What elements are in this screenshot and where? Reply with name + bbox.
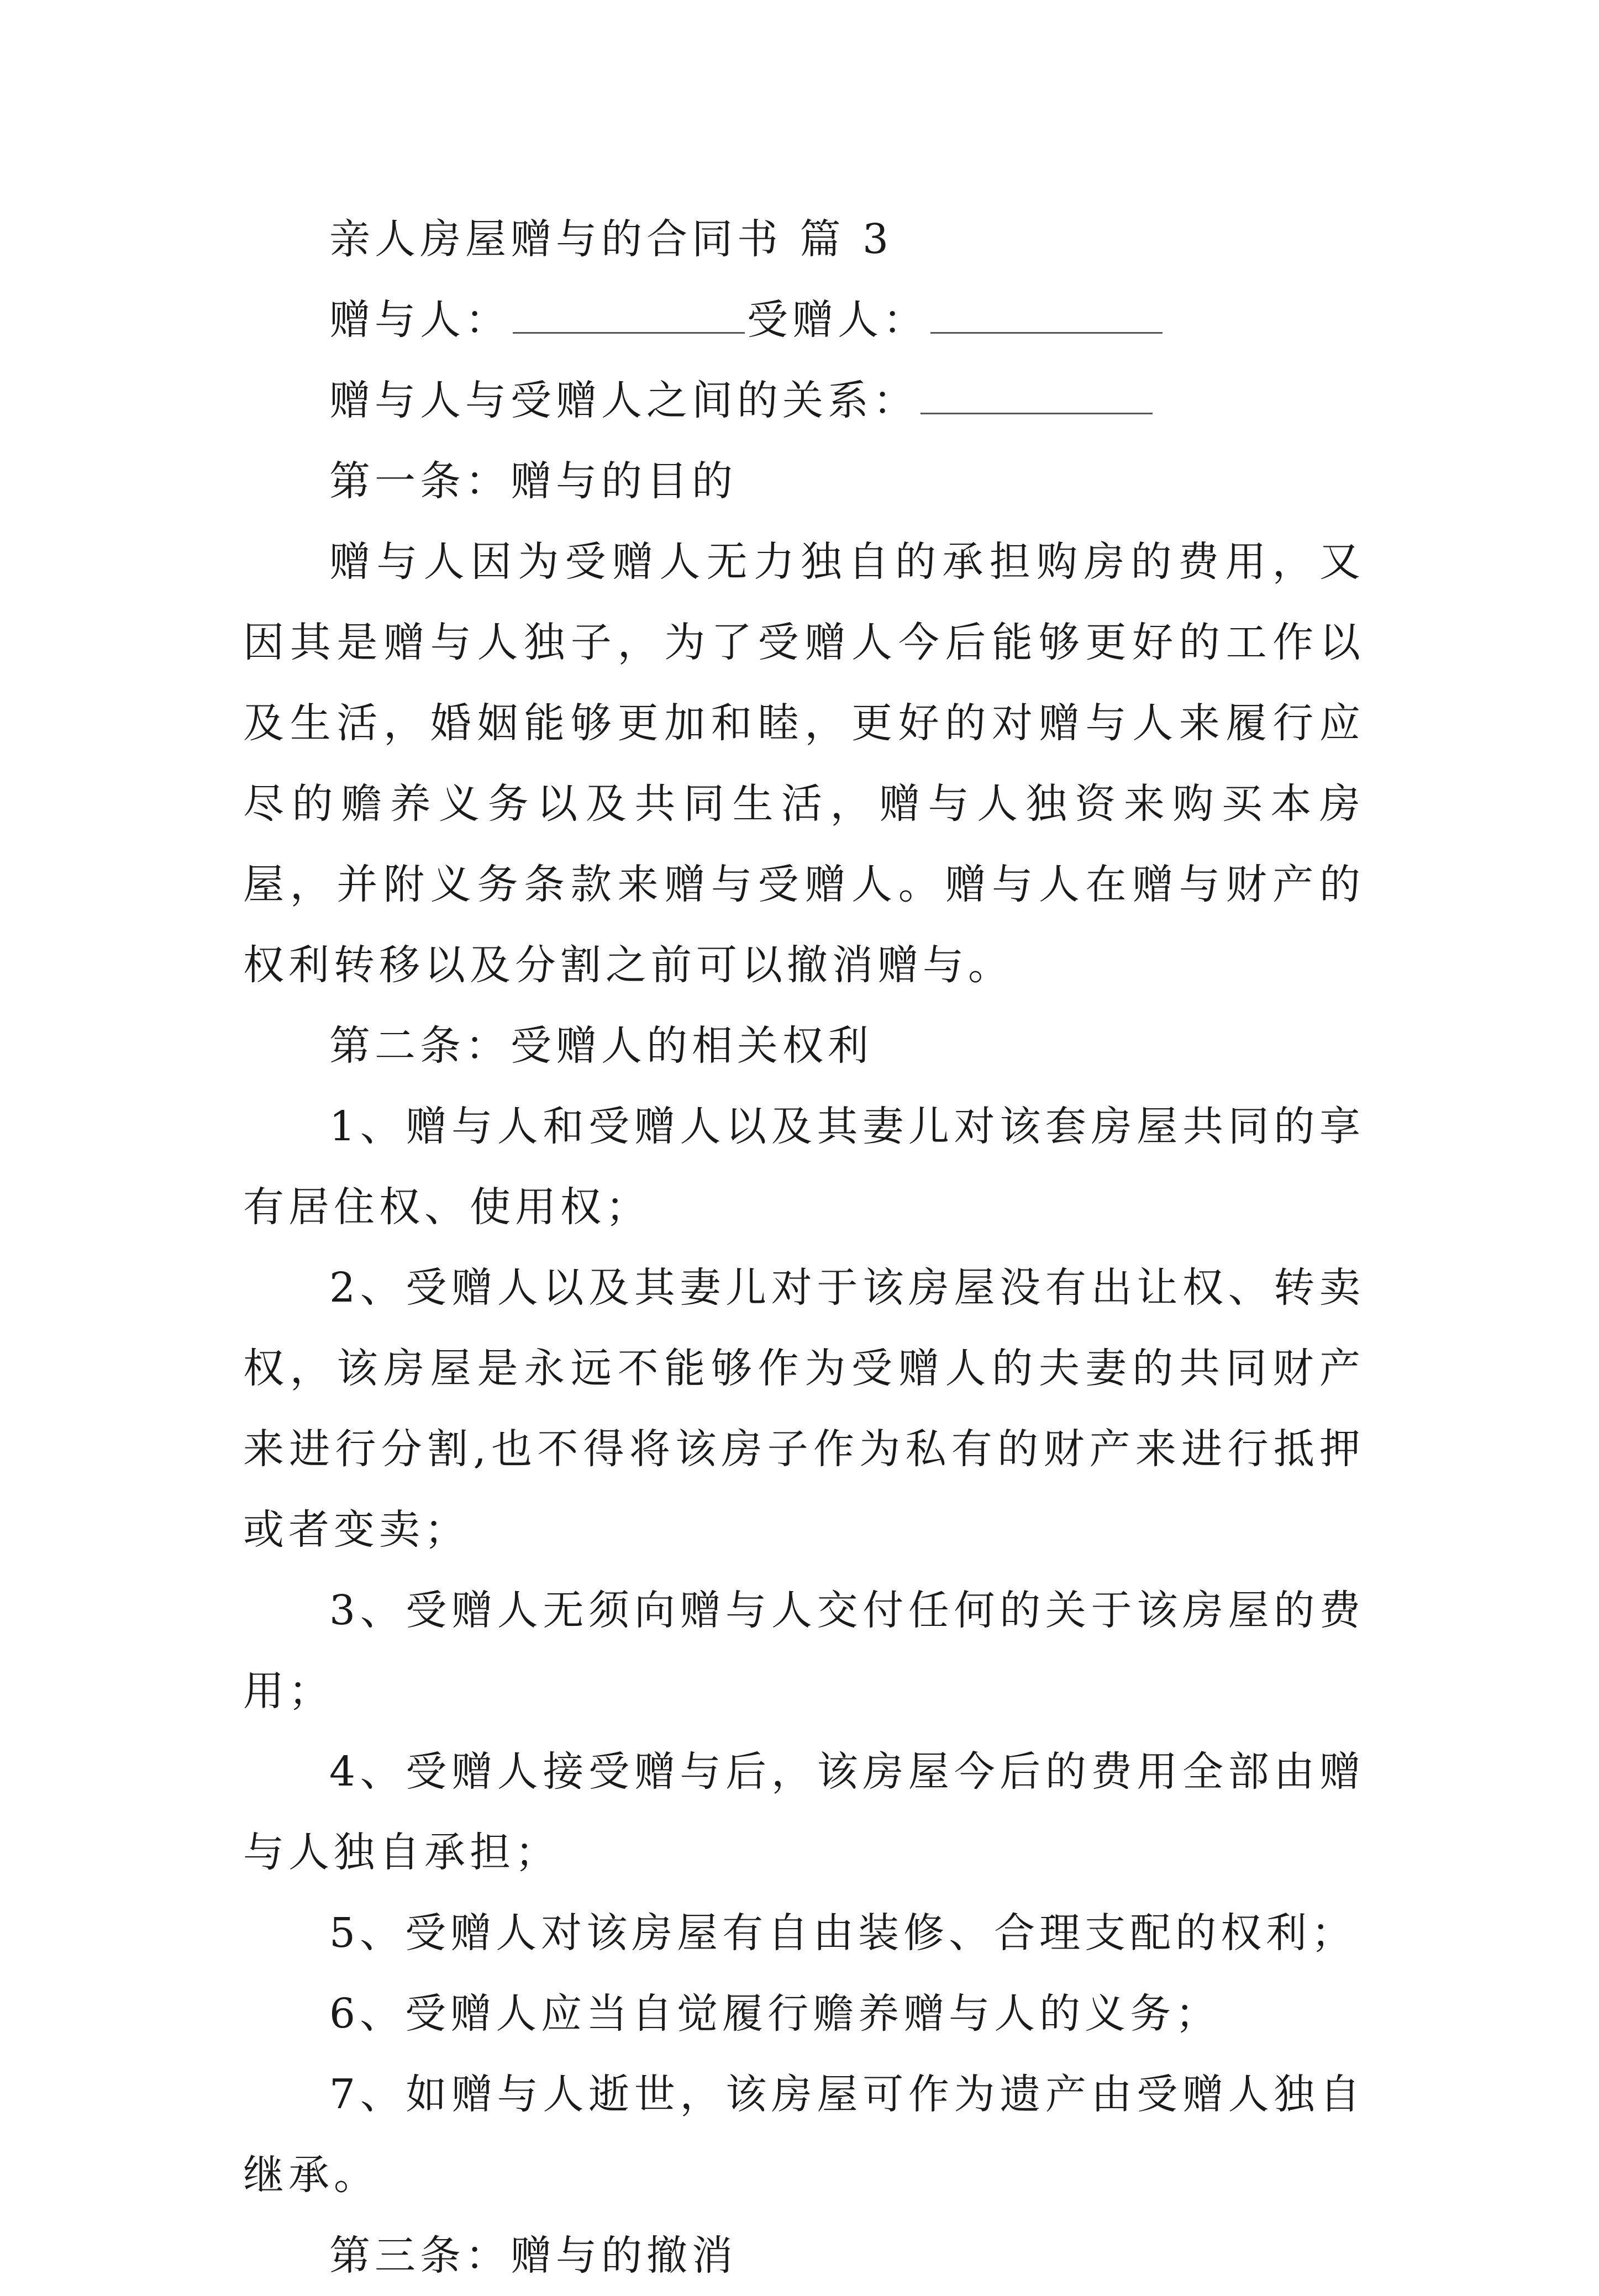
donee-blank (930, 293, 1163, 334)
article2-item-3: 3、受赠人无须向赠与人交付任何的关于该房屋的费用； (243, 1587, 1365, 1715)
document-title: 亲人房屋赠与的合同书 篇 3 (329, 215, 893, 263)
donor-label: 赠与人： (329, 296, 511, 344)
article2-item-6: 6、受赠人应当自觉履行赡养赠与人的义务； (329, 1990, 1221, 2037)
article2-item-4: 4、受赠人接受赠与后，该房屋今后的费用全部由赠与人独自承担； (243, 1748, 1365, 1876)
article2-item-7: 7、如赠与人逝世，该房屋可作为遗产由受赠人独自继承。 (243, 2071, 1365, 2199)
relation-label: 赠与人与受赠人之间的关系： (329, 377, 918, 424)
donee-label: 受赠人： (747, 296, 928, 344)
article2-item-5: 5、受赠人对该房屋有自由装修、合理支配的权利； (329, 1909, 1357, 1957)
relation-line (243, 360, 1365, 441)
donor-blank (513, 293, 745, 334)
article2-heading: 第二条：受赠人的相关权利 (329, 1022, 873, 1070)
article2-item-2: 2、受赠人以及其妻儿对于该房屋没有出让权、转卖权，该房屋是永远不能够作为受赠人的夫妻的共同财产来进行分割,也不得将该房子作为私有的财产来进行抵押或者变卖； (243, 1264, 1365, 1554)
article2-item-1: 1、赠与人和受赠人以及其妻儿对该套房屋共同的享有居住权、使用权； (243, 1103, 1365, 1231)
article1-heading: 第一条：赠与的目的 (329, 457, 737, 505)
document-body (243, 199, 1365, 2296)
article1-text: 赠与人因为受赠人无力独自的承担购房的费用，又因其是赠与人独子，为了受赠人今后能够更好的工作以及生活，婚姻能够更加和睦，更好的对赠与人来履行应尽的赡养义务以及共同生活，赠与人独资来购买本房屋，并附义务条款来赠与受赠人。赠与人在赠与财产的权利转移以及分割之前可以撤消赠与。 (243, 538, 1365, 989)
relation-blank (921, 374, 1153, 414)
article3-heading: 第三条：赠与的撤消 (329, 2232, 737, 2279)
parties-line (243, 280, 1365, 360)
